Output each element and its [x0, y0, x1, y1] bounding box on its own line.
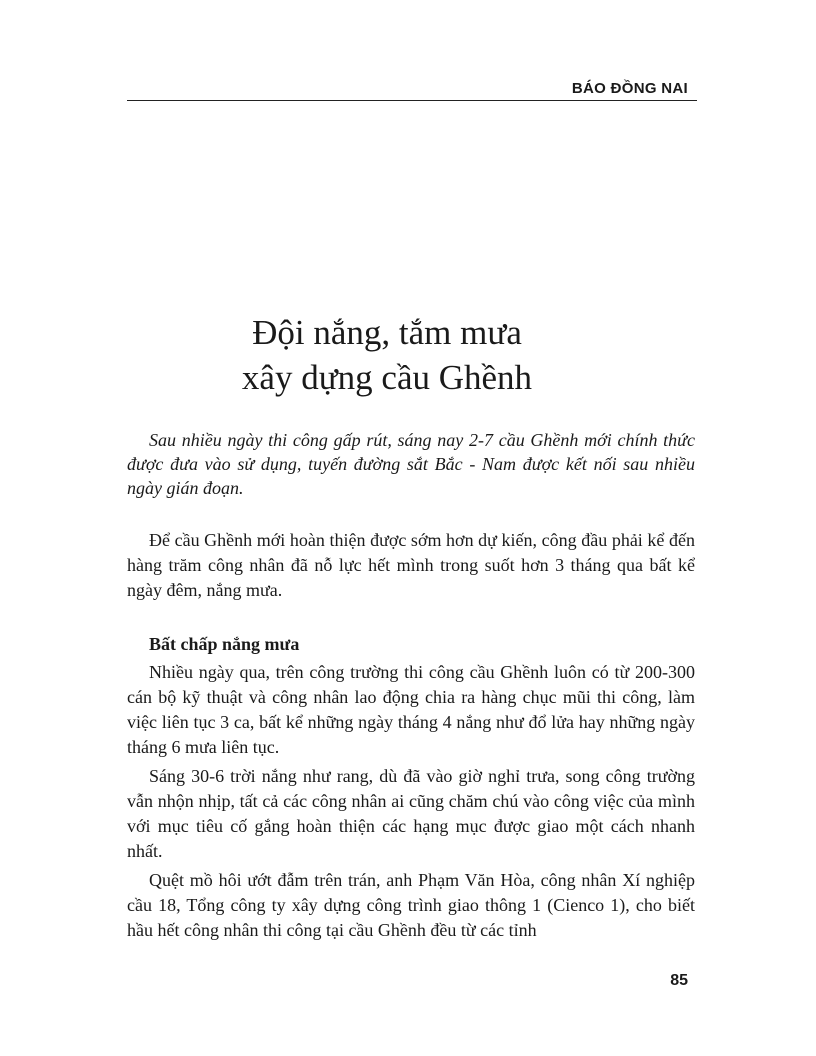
article-lead: Sau nhiều ngày thi công gấp rút, sáng nay 2-7 cầu Ghềnh mới chính thức được đưa vào sử dụng, tuyến đường sắt Bắc - Nam được kết nối sau nhiều ngày gián đoạn.	[127, 430, 695, 498]
section-subheading: Bất chấp nắng mưa	[149, 634, 300, 654]
paragraph-4: Quệt mồ hôi ướt đẫm trên trán, anh Phạm Văn Hòa, công nhân Xí nghiệp cầu 18, Tổng công ty xây dựng công trình giao thông 1 (Cienco 1), cho biết hầu hết công nhân thi công tại cầu Ghềnh đều từ các tỉnh	[127, 870, 695, 940]
header-divider	[127, 100, 697, 101]
article-title	[127, 310, 647, 400]
paragraph-1: Để cầu Ghềnh mới hoàn thiện được sớm hơn dự kiến, công đầu phải kể đến hàng trăm công nhân đã nỗ lực hết mình trong suốt hơn 3 tháng qua bất kể ngày đêm, nắng mưa.	[127, 530, 695, 600]
paragraph-2: Nhiều ngày qua, trên công trường thi công cầu Ghềnh luôn có từ 200-300 cán bộ kỹ thuật và công nhân lao động chia ra hàng chục mũi thi công, làm việc liên tục 3 ca, bất kể những ngày tháng 4 nắng như đổ lửa hay những ngày tháng 6 mưa liên tục.	[127, 662, 695, 757]
title-line-1: Đội nắng, tắm mưa	[252, 313, 522, 352]
page-number: 85	[670, 972, 688, 989]
paragraph-3: Sáng 30-6 trời nắng như rang, dù đã vào giờ nghỉ trưa, song công trường vẫn nhộn nhịp, tất cả các công nhân ai cũng chăm chú vào công việc của mình với mục tiêu cố gắng hoàn thiện các hạng mục được giao một cách nhanh nhất.	[127, 766, 695, 861]
title-line-2: xây dựng cầu Ghềnh	[241, 358, 533, 397]
running-header: BÁO ĐỒNG NAI	[571, 80, 688, 97]
